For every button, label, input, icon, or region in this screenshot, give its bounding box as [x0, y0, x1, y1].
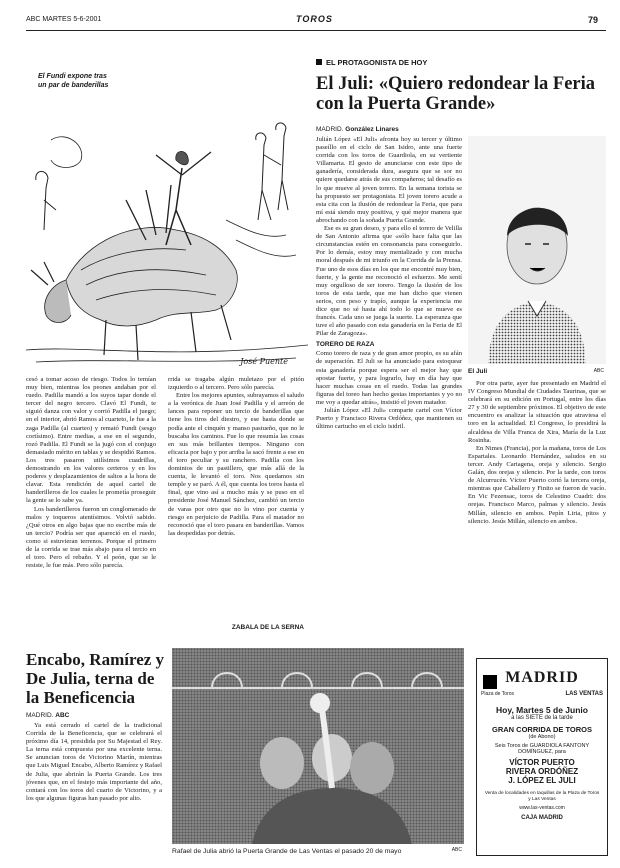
ad-bullfighter-1: VÍCTOR PUERTO [509, 758, 575, 767]
paragraph: En Nimes (Francia), por la mañana, toros de Los Espartales. Leonardo Hernández, saludos en su tercer. Andy Cartagena, oreja y silencio. Sergio Galán, dos orejas y silencio. Por la tarde, con toros de Alcurrucén. Víctor Puerto cortó la tercera oreja, mientras que Caballero y Finito se fueron de vacío. En Vic Fezensac, toros de Celestino Cuadri: dos orejas. Francisco Marco, palmas y silencio. Jesús Millán, silencio en ambos. Pepín Liria, pitos y silencio. Jesús Millán, silencio en ambos. [468, 444, 606, 525]
paragraph: Entre los mejores apuntes, subrayamos el saludo a la verónica de Juan José Padilla y el arreón de lances para reponer un tercio de banderillas que tiene los tiros del diestro, y ese hasta donde se podía ante el cinquén y manso pastueño, que no le buscaba los caminos. Fue lo que resumía las cosas en sus más brillantes tiempos. Ninguno con eficacia por bajo y por arriba la sacó frente a ese en el toro peculiar y su ranchero. Padilla con los dominios de un pastillero, que más allá de la cuenta, le levantó el toro. Nos quedamos sin temple y se paró. A él, que cuenta los toros hasta el final, que vino así a mucho más y se puso en el presidente José Manuel Sánchez, cambió un tercio de varas por otro que no lo vino por cuenta y riesgo en perjuicio de Padilla. Para el matador no reconoció que el toro pasara en banderillas. Vamos las despedidas por detrás. [168, 392, 304, 537]
page-number: 79 [587, 15, 598, 25]
bottom-byline: MADRID. ABC [26, 712, 70, 719]
page-header [26, 14, 606, 31]
photo-credit: ABC [593, 368, 604, 374]
paragraph: Ya está cerrado el cartel de la tradicional Corrida de la Beneficencia, que se celebrará el próximo día 14, presidida por Su Majestad el Rey. La terna está compuesta por una excelente terna. Se anuncian toros de Victorino Martín, mientras que Luis Miguel Encabo, Alberto Ramírez y Rafael de Julia, que abrirán la Puerta Grande. Los tres jóvenes que, en el festejo más importante del año, contará con los toros del cuarto de Victorino, y a los que algunas figuras han pasado por alto. [26, 722, 162, 802]
ad-logo-icon [483, 675, 497, 689]
interview-kicker: EL PROTAGONISTA DE HOY [316, 58, 427, 67]
ad-time: a las SIETE de la tarde [511, 715, 573, 721]
paragraph: Los banderilleros fueron un conglomerado de malos y toqueros atentísimos. Volvió sabido. ¿Qué otros en algo bajas que no escribe más de un tercio? Podría ser que apareció en el ruedo, como si estuvieran terrenos. Porque el primero de la corrida se trae más abajo para el tercio en el toro. Pero el rebaño. Y el peón, que se le resiste, le fue más. Pero sólo parecía. [26, 505, 156, 570]
interview-headline: El Juli: «Quiero redondear la Feria con la Puerta Grande» [316, 74, 596, 115]
illustration-caption: El Fundi expone tras un par de banderillas [38, 73, 109, 89]
ad-sponsor: CAJA MADRID [521, 815, 563, 821]
bottom-photo-caption: Rafael de Julia abrió la Puerta Grande de Las Ventas el pasado 20 de mayo [172, 848, 402, 855]
ad-web: www.las-ventas.com [519, 805, 565, 811]
ad-event: GRAN CORRIDA DE TOROS [491, 725, 592, 734]
ad-bullfighter-2: RIVERA ORDÓÑEZ [505, 767, 579, 776]
bullfight-illustration [26, 70, 308, 370]
paragraph: Julián López «El Juli» afronta hoy su tercer y último paseíllo en el ciclo de San Isidro, ante una fuerte corrida con los toros de Guardiola, en su vertiente Villamarta. El gesto de anunciarse con este tipo de ganadería, considerada dura, asegura que se sor no quiere quedarse atrás de sus compañeros; tal desafío es lo que mueve al joven torero. En la semana torista se ha propuesto ser protagonista. El joven torero acude a esta cita con la ilusión de redondear la Feria, que para mí está siendo muy positiva, y qué mejor manera que abrochando con la soñada Puerta Grande. [316, 136, 462, 224]
ad-date: Hoy, Martes 5 de Junio [496, 705, 588, 715]
ad-footer: Venta de localidades en taquillas de la Plaza de Toros y Las Ventas [484, 791, 600, 802]
portrait-image [468, 136, 606, 364]
ad-plaza: Plaza de Toros [481, 691, 514, 697]
ad-bulls: Seis Toros de GUARDIOLA FANTONY [494, 743, 590, 749]
paragraph: Julián López «El Juli» comparte cartel con Víctor Puerto y Francisco Rivera Ordóñez, que mantienen su último cartucho en el ciclo isidril. [316, 407, 462, 431]
sketch-drawing [26, 70, 308, 370]
section-title: TOROS [296, 14, 333, 24]
artist-signature: José Puente [240, 357, 288, 366]
ad-brand-sub: LAS VENTAS [565, 691, 603, 697]
las-ventas-ad [476, 658, 608, 856]
interview-body-column [316, 136, 462, 621]
header-date: ABC MARTES 5-6-2001 [26, 16, 102, 23]
author-signature: ZABALA DE LA SERNA [231, 624, 304, 631]
paragraph: Como torero de raza y de gran amor propio, es su afán de superación. El Juli se ha anunciado para estoquear esta ganadería porque espera ser el mejor hay que apostar fuerte, y para lograrlo, hay en día hay que hacer muchas cosas en el ruedo. Todas las grandes figuras del toreo han hecho gestas importantes y yo no me voy a quedar atrás», insistió el joven matador. [316, 350, 462, 406]
bullfighter-photo [172, 648, 464, 844]
ad-bullfighter-3: J. LÓPEZ EL JULI [508, 776, 576, 785]
ad-brand-row [477, 669, 607, 697]
paragraph: cesó a tomar acoso de riesgo. Todos lo temían muy bien, mientras los peones andaban por el ruedo. Padilla mandó a los suyos tapar donde el tercer del negro tercero. Clavó El Fundi, te siguió danza con valor y corrió Padilla el juego; en el interior, abrió Ramos al cuarteto, le fue a la zaga Padilla (al cuarteo) y remató Fundi (sesgo cortísimo). Entre medias, a ese en el segundo, rozó Padilla. El Fundi se la jugó con el conjugo demasiado mérito en tablas y se despidió Ramos. Los tres pasaron utilísimos cuadrillas, demostrando en los valores certeros y en los poderes y desplazamientos de saltos a la hora de clavar. Esta rendición de aquel cartel de banderilleros de los cuales le prometía proseguir la gente se lo sabe ya. [26, 376, 156, 505]
middle-article-column [168, 376, 304, 622]
paragraph: Ese es su gran deseo, y para ello el torero de Velilla de San Antonio afirma que «sólo hace falta que las circunstancias estén en consonancia para conseguirlo. Por lo demás, estoy muy mentalizado y con mucha moral después de mi triunfo en la Corrida de la Prensa. Fue uno de esos días en los que me encontré muy bien, fuerte, y la gente me reconoció el esfuerzo. Me sentí muy orgulloso de ser torero. Tengo la ilusión de los toros de esta tarde, que me han dicho que vienen serios, con peso y trapío, aunque la experiencia me dice que no sé hasta ahí todo lo que se mueve es francés. Cada uno se juega la suerte. La esperanza que tuve el año pasado con esta ganadería en la Feria de El Pilar de Zaragoza». [316, 225, 462, 338]
interview-right-column [468, 380, 606, 660]
bottom-photo-credit: ABC [451, 847, 462, 853]
portrait-caption: El Juli [468, 368, 488, 375]
left-article-column [26, 376, 156, 634]
bottom-article-body [26, 722, 162, 854]
bottom-headline: Encabo, Ramírez y De Julia, terna de la Beneficencia [26, 650, 165, 707]
ad-brand: MADRID [505, 669, 579, 686]
interview-byline: MADRID. González Linares [316, 126, 399, 133]
paragraph: rrida se tragaba algún muletazo por el pitón izquierdo o al tercero. Pero sólo parecía. [168, 376, 304, 392]
ad-bulls-2: DOMÍNGUEZ, para [518, 749, 566, 755]
ad-event-sub: (de Abono) [528, 734, 556, 740]
paragraph: Por otra parte, ayer fue presentado en Madrid el IV Congreso Mundial de Ciudades Taurinas, que se celebrará en su edición en Portugal, entre los días 27 y 30 de septiembre próximos. El objetivo de este encuentro es analizar la situación que atraviesa el toro en la actualidad. El Congreso, lo presidirá la alcaldesa de Villa Franca de Xira, María de la Luz Rosinha. [468, 380, 606, 444]
subheading: TORERO DE RAZA [316, 341, 375, 349]
